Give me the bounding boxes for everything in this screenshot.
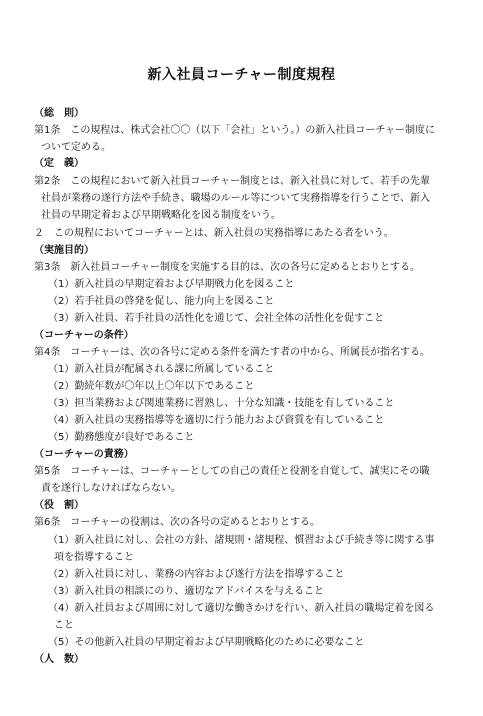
article-line: 第5条 コーチャーは、コーチャーとしての自己の責任と役割を自覚して、誠実にその職: [34, 466, 430, 477]
article-line: 第1条 この規程は、株式会社〇〇（以下「会社」という。）の新入社員コーチャー制度に: [34, 125, 436, 136]
list-item: （1）新入社員の早期定着および早期戦力化を図ること: [48, 279, 295, 290]
section-heading: （人 数）: [34, 654, 84, 665]
list-item: （2）勤続年数が〇年以上〇年以下であること: [48, 381, 255, 392]
list-item: （1）新入社員に対し、会社の方針、諸規則・諸規程、慣習および手続き等に関する事: [48, 535, 435, 546]
section-heading: （実施目的）: [34, 245, 94, 256]
article-line: 第4条 コーチャーは、次の各号に定める条件を満たす者の中から、所属長が指名する。: [34, 347, 431, 358]
body-line: 社員の早期定着および早期戦略化を図る制度をいう。: [41, 210, 281, 221]
section-heading: （総 則）: [34, 108, 84, 119]
list-item: （4）新入社員および周囲に対して適切な働きかけを行い、新入社員の職場定着を図る: [48, 603, 435, 614]
article-line: 第6条 コーチャーの役割は、次の各号の定めるとおりとする。: [34, 517, 321, 528]
list-item: （1）新入社員が配属される課に所属していること: [48, 364, 275, 375]
list-item: （4）新入社員の実務指導等を適切に行う能力および資質を有していること: [48, 415, 385, 426]
list-item: （3）新入社員の相談にのり、適切なアドバイスを与えること: [48, 586, 325, 597]
list-item: （2）新入社員に対し、業務の内容および遂行方法を指導すること: [48, 569, 345, 580]
section-heading: （コーチャーの条件）: [34, 330, 134, 341]
list-item: （3）担当業務および関連業務に習熟し、十分な知識・技能を有していること: [48, 398, 395, 409]
section-heading: （コーチャーの責務）: [34, 449, 134, 460]
body-line: 責を遂行しなければならない。: [41, 483, 181, 494]
paragraph-line: ２ この規程においてコーチャーとは、新入社員の実務指導にあたる者をいう。: [34, 228, 394, 239]
article-line: 第2条 この規程において新入社員コーチャー制度とは、新入社員に対して、若手の先輩: [34, 176, 430, 187]
body-line: こと: [54, 620, 74, 631]
body-line: ついて定める。: [41, 142, 111, 153]
article-line: 第3条 新入社員コーチャー制度を実施する目的は、次の各号に定めるとおりとする。: [34, 262, 421, 273]
list-item: （5）その他新入社員の早期定着および早期戦略化のために必要なこと: [48, 637, 365, 648]
section-heading: （定 義）: [34, 158, 84, 169]
body-line: 項を指導すること: [54, 552, 134, 563]
list-item: （3）新入社員、若手社員の活性化を通じて、会社全体の活性化を促すこと: [48, 313, 385, 324]
list-item: （5）勤務態度が良好であること: [48, 432, 195, 443]
section-heading: （役 割）: [34, 500, 84, 511]
list-item: （2）若手社員の啓発を促し、能力向上を図ること: [48, 296, 275, 307]
body-line: 社員が業務の遂行方法や手続き、職場のルール等について実務指導を行うことで、新入: [41, 193, 430, 204]
document-title: 新入社員コーチャー制度規程: [147, 67, 336, 83]
